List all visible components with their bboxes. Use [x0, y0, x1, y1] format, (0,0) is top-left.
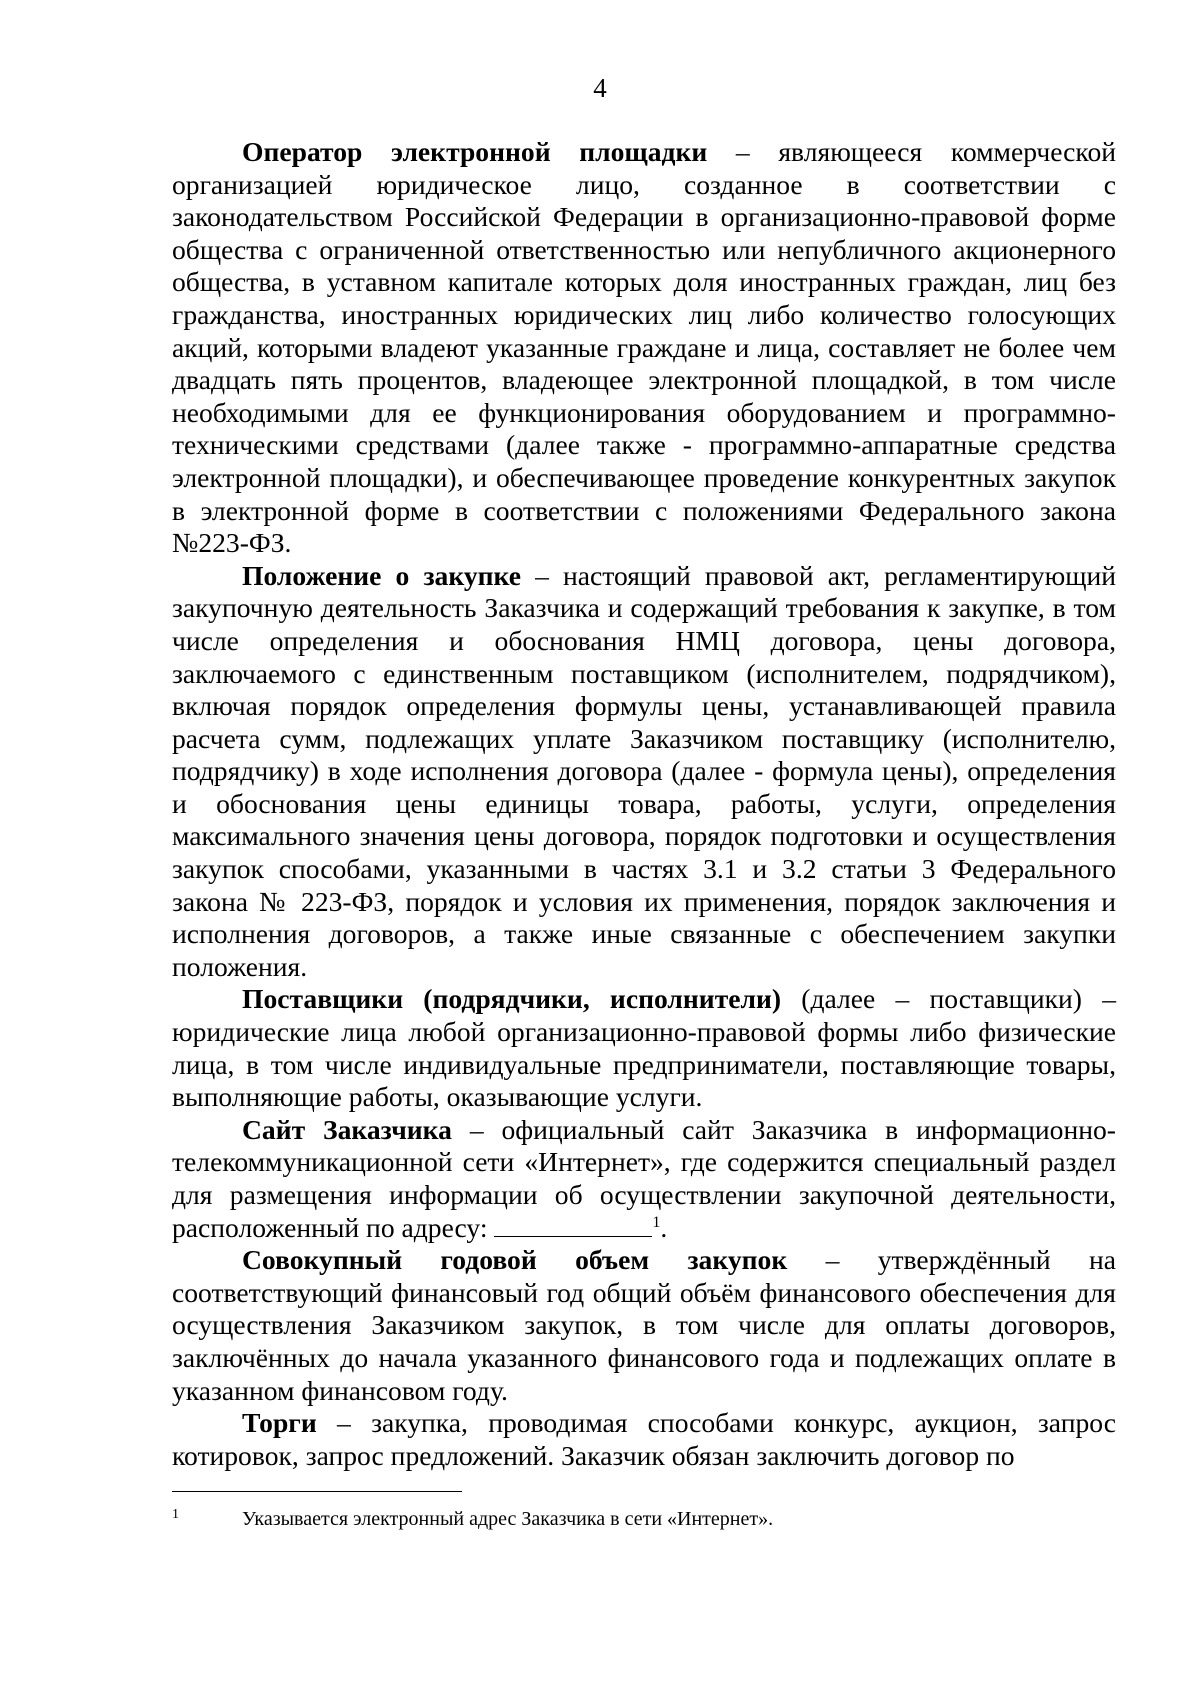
page-number: 4 — [593, 73, 607, 103]
footnote-reference[interactable]: 1 — [652, 1213, 661, 1231]
footnote-mark: 1 — [172, 1507, 179, 1522]
definition-text: – настоящий правовой акт, регламентирующий закупочную деятельность Заказчика и содержащий требования к закупке, в том числе определения и обоснования НМЦ договора, цены договора, заключаемого с единственным поставщиком (исполнителем, подрядчиком), включая порядок определения формулы цены, устанавливающей правила расчета сумм, подлежащих уплате Заказчиком поставщику (исполнителю, подрядчику) в ходе исполнения договора (далее - формула цены), определения и обоснования цены единицы товара, работы, услуги, определения максимального значения цены договора, порядок подготовки и осуществления закупок способами, указанными в частях 3.1 и 3.2 статьи 3 Федерального закона № 223-ФЗ, порядок и условия их применения, порядок заключения и исполнения договоров, а также иные связанные с обеспечением закупки положения. — [172, 559, 1116, 982]
definition-text: – закупка, проводимая способами конкурс, аукцион, запрос котировок, запрос предложений. Заказчик обязан заключить договор по — [172, 1407, 1116, 1471]
definition-term: Оператор электронной площадки — [242, 136, 708, 167]
definition-customer-site — [172, 1114, 1116, 1244]
definition-tenders — [172, 1407, 1116, 1472]
definition-suppliers — [172, 983, 1116, 1113]
definition-term: Сайт Заказчика — [242, 1113, 452, 1145]
definition-term: Поставщики (подрядчики, исполнители) — [242, 983, 782, 1015]
definition-text: – являющееся коммерческой организацией юридическое лицо, созданное в соответствии с законодательством Российской Федерации в организационно-правовой форме общества с ограниченной ответственностью или непубличного акционерного общества, в уставном капитале которых доля иностранных граждан, лиц без гражданства, иностранных юридических лиц либо количество голосующих акций, которыми владеют указанные граждане и лица, составляет не более чем двадцать пять процентов, владеющее электронной площадкой, в том числе необходимыми для ее функционирования оборудованием и программно-техническими средствами (далее также - программно-аппаратные средства электронной площадки), и обеспечивающее проведение конкурентных закупок в электронной форме в соответствии с положениями Федерального закона №223-ФЗ. — [172, 136, 1117, 559]
footnote-text: Указывается электронный адрес Заказчика в сети «Интернет». — [242, 1508, 774, 1530]
address-blank-line — [494, 1214, 652, 1237]
definition-text-end: . — [660, 1211, 668, 1243]
definition-term: Торги — [242, 1407, 317, 1439]
footnote-separator — [172, 1491, 462, 1492]
document-body — [172, 136, 1116, 1472]
definition-annual-volume — [172, 1244, 1116, 1407]
definition-text: – утверждённый на соответствующий финансовый год общий объём финансового обеспечения для осуществления Заказчиком закупок, в том числе для оплаты договоров, заключённых до начала указанного финансового года и подлежащих оплате в указанном финансовом году. — [172, 1244, 1116, 1406]
definition-operator — [172, 136, 1116, 560]
definition-text: (далее – поставщики) – юридические лица любой организационно-правовой формы либо физические лица, в том числе индивидуальные предприниматели, поставляющие товары, выполняющие работы, оказывающие услуги. — [172, 983, 1116, 1113]
definition-text: – официальный сайт Заказчика в информационно-телекоммуникационной сети «Интернет», где содержится специальный раздел для размещения информации об осуществлении закупочной деятельности, расположенный по адресу: — [172, 1113, 1116, 1243]
definition-procurement-regulation — [172, 560, 1116, 984]
definition-term: Положение о закупке — [242, 559, 521, 591]
definition-term: Совокупный годовой объем закупок — [242, 1244, 788, 1276]
